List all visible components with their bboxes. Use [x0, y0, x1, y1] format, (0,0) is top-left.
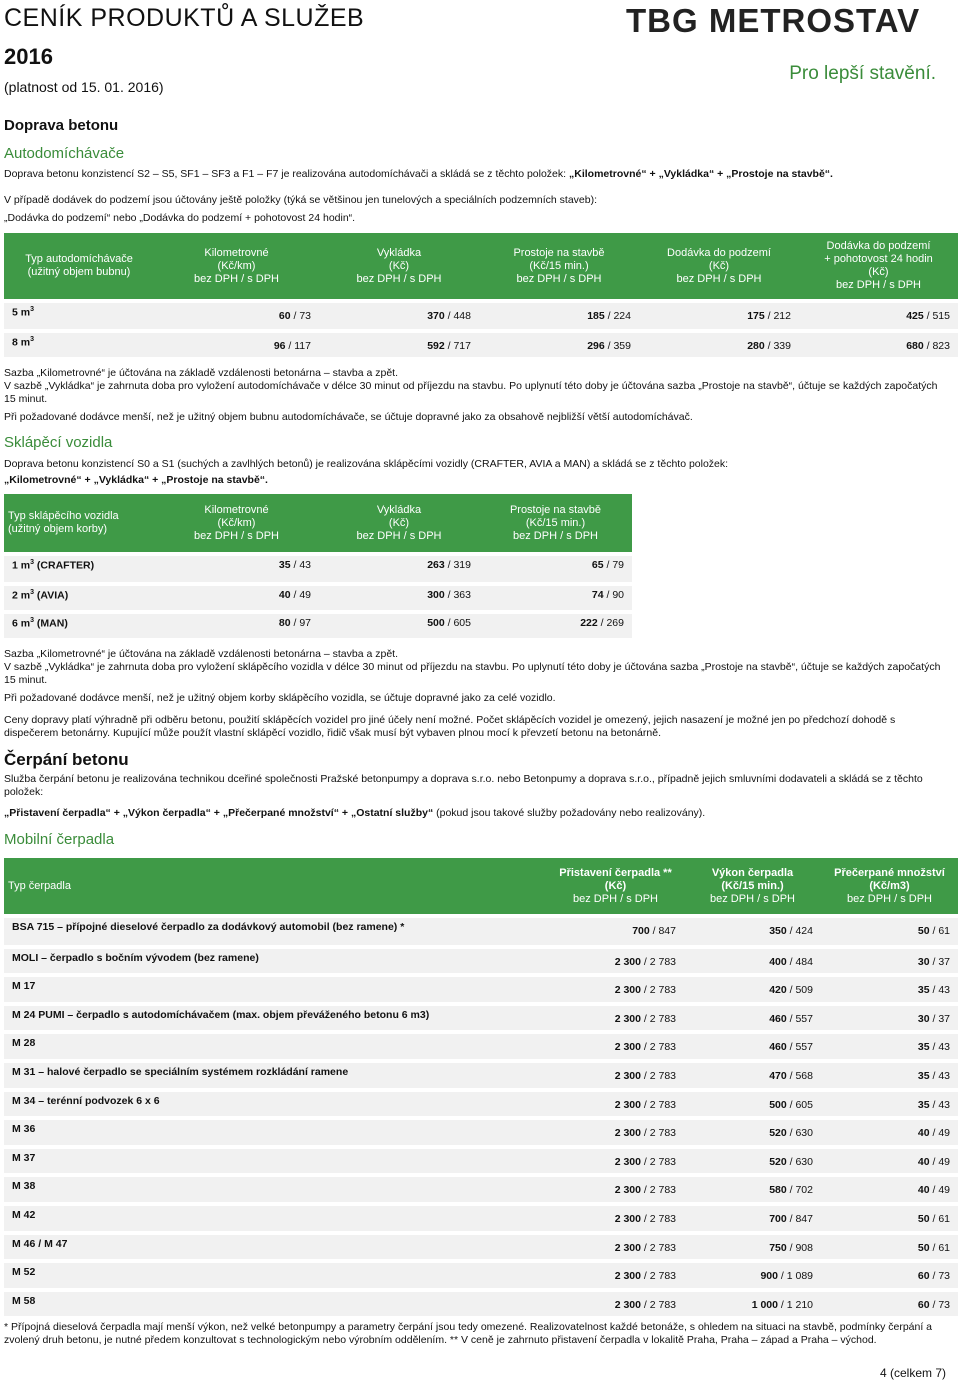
tippers-col-type: Typ sklápěcího vozidla (užitný objem korby)	[4, 494, 154, 552]
price-cell: 460 / 557	[684, 1032, 821, 1061]
table-row	[4, 947, 958, 976]
pumps-col-volume: Přečerpané množství (Kč/m3) bez DPH / s DPH	[821, 858, 958, 914]
table-row	[4, 1032, 958, 1061]
price-cell: 460 / 557	[684, 1004, 821, 1033]
price-cell: 592 / 717	[319, 331, 479, 359]
price-cell: 580 / 702	[684, 1175, 821, 1204]
price-cell: 2 300 / 2 783	[547, 1261, 684, 1290]
price-cell: 80 / 97	[154, 612, 319, 640]
price-cell: 2 300 / 2 783	[547, 1061, 684, 1090]
table-row	[4, 1061, 958, 1090]
row-label: 6 $m^3$ (MAN)	[4, 612, 154, 640]
price-cell: 2 300 / 2 783	[547, 1090, 684, 1119]
tippers-table	[4, 494, 632, 642]
price-cell: 350 / 424	[684, 918, 821, 947]
price-cell: 500 / 605	[319, 612, 479, 640]
pumps-col-type: Typ čerpadla	[4, 858, 547, 914]
tippers-note-2: V sazbě „Vykládka“ je zahrnuta doba pro vyložení sklápěcího vozidla v délce 30 minut od příjezdu na stavbu. Po uplynutí této doby je účtována sazba „Prostoje na stavbě“, účtuje se každých započatých 15 minut.	[4, 661, 941, 686]
mixers-col-underground: Dodávka do podzemí (Kč) bez DPH / s DPH	[639, 233, 799, 299]
price-cell: 1 000 / 1 210	[684, 1290, 821, 1319]
tippers-col-km: Kilometrovné (Kč/km) bez DPH / s DPH	[154, 494, 319, 552]
price-cell: 2 300 / 2 783	[547, 947, 684, 976]
table-row	[4, 584, 632, 612]
price-cell: 65 / 79	[479, 556, 632, 584]
row-label: M 52	[4, 1261, 547, 1290]
price-cell: 700 / 847	[547, 918, 684, 947]
table-row	[4, 1147, 958, 1176]
row-label: M 24 PUMI – čerpadlo s autodomíchávačem (max. objem převáženého betonu 6 m3)	[4, 1004, 547, 1033]
price-cell: 2 300 / 2 783	[547, 1147, 684, 1176]
price-cell: 40 / 49	[821, 1147, 958, 1176]
section-title-concrete-transport: Doprava betonu	[4, 117, 119, 134]
row-label: M 42	[4, 1204, 547, 1233]
tippers-note-4: Ceny dopravy platí výhradně při odběru betonu, použití sklápěcích vozidel pro jiné účely není možné. Počet sklápěcích vozidel je omezený, jejich nasazení je možné jen po předchozí dohodě s dispečerem betonárny. Kupující může použít vlastní sklápěcí vozidlo, řidič však musí být vybaven plnou mocí k převzetí betonu na betonárně.	[4, 714, 896, 739]
table-row	[4, 331, 958, 359]
subsection-title-tippers: Sklápěcí vozidla	[4, 434, 113, 451]
price-cell: 50 / 61	[821, 918, 958, 947]
price-cell: 2 300 / 2 783	[547, 1290, 684, 1319]
table-row	[4, 975, 958, 1004]
table-row	[4, 1118, 958, 1147]
price-cell: 35 / 43	[821, 975, 958, 1004]
price-cell: 700 / 847	[684, 1204, 821, 1233]
price-cell: 35 / 43	[821, 1032, 958, 1061]
section-title-pumping: Čerpání betonu	[4, 750, 129, 769]
row-label: M 38	[4, 1175, 547, 1204]
document-year: 2016	[4, 44, 53, 69]
row-label: M 37	[4, 1147, 547, 1176]
row-label: M 34 – terénní podvozek 6 x 6	[4, 1090, 547, 1119]
row-label: 2 $m^3$ (AVIA)	[4, 584, 154, 612]
price-cell: 40 / 49	[821, 1118, 958, 1147]
subsection-title-mixers: Autodomíchávače	[4, 145, 125, 162]
mixers-note-3: Při požadované dodávce menší, než je užitný objem bubnu autodomíchávače, se účtuje dopravné jako za obsahově nejbližší větší autodomíchávač.	[4, 411, 693, 423]
price-cell: 2 300 / 2 783	[547, 1233, 684, 1262]
subsection-title-mobile-pumps: Mobilní čerpadla	[4, 831, 115, 848]
mixers-col-underground-24h: Dodávka do podzemí + pohotovost 24 hodin (Kč) bez DPH / s DPH	[799, 233, 958, 299]
validity-date: (platnost od 15. 01. 2016)	[4, 79, 164, 95]
mixers-note-2: V sazbě „Vykládka“ je zahrnuta doba pro vyložení autodomíchávače v délce 30 minut od příjezdu na stavbu. Po uplynutí této doby je účtována sazba „Prostoje na stavbě“, účtuje se každých započatých 15 minut.	[4, 380, 938, 405]
price-cell: 420 / 509	[684, 975, 821, 1004]
price-cell: 50 / 61	[821, 1204, 958, 1233]
tippers-intro: Doprava betonu konzistencí S0 a S1 (suchých a zavlhlých betonů) je realizována sklápěcími vozidly (CRAFTER, AVIA a MAN) a skládá se z těchto položek:	[4, 458, 729, 470]
table-row	[4, 1090, 958, 1119]
tippers-col-idle: Prostoje na stavbě (Kč/15 min.) bez DPH / s DPH	[479, 494, 632, 552]
price-cell: 60 / 73	[821, 1261, 958, 1290]
pumps-col-setup: Přistavení čerpadla ** (Kč) bez DPH / s DPH	[547, 858, 684, 914]
mixers-col-type: Typ autodomíchávače (užitný objem bubnu)	[4, 233, 154, 299]
row-label: MOLI – čerpadlo s bočním vývodem (bez ramene)	[4, 947, 547, 976]
price-cell: 370 / 448	[319, 303, 479, 331]
table-row	[4, 303, 958, 331]
price-cell: 185 / 224	[479, 303, 639, 331]
mixers-intro-3: „Dodávka do podzemí“ nebo „Dodávka do podzemí + pohotovost 24 hodin“.	[4, 212, 356, 224]
price-cell: 40 / 49	[154, 584, 319, 612]
price-cell: 296 / 359	[479, 331, 639, 359]
price-cell: 2 300 / 2 783	[547, 1032, 684, 1061]
price-cell: 30 / 37	[821, 947, 958, 976]
page-number: 4 (celkem 7)	[879, 1366, 946, 1380]
row-label: M 46 / M 47	[4, 1233, 547, 1262]
price-cell: 2 300 / 2 783	[547, 1204, 684, 1233]
price-cell: 680 / 823	[799, 331, 958, 359]
price-cell: 2 300 / 2 783	[547, 1118, 684, 1147]
price-cell: 40 / 49	[821, 1175, 958, 1204]
row-label: BSA 715 – přípojné dieselové čerpadlo za dodávkový automobil (bez ramene) *	[4, 918, 547, 947]
row-label: M 31 – halové čerpadlo se speciálním systémem rozkládání ramene	[4, 1061, 547, 1090]
row-label: 1 $m^3$ (CRAFTER)	[4, 556, 154, 584]
table-row	[4, 1175, 958, 1204]
row-label: M 36	[4, 1118, 547, 1147]
table-row	[4, 918, 958, 947]
tippers-col-unload: Vykládka (Kč) bez DPH / s DPH	[319, 494, 479, 552]
price-cell: 74 / 90	[479, 584, 632, 612]
price-cell: 35 / 43	[821, 1061, 958, 1090]
price-cell: 900 / 1 089	[684, 1261, 821, 1290]
mixers-note-1: Sazba „Kilometrovné“ je účtována na základě vzdálenosti betonárna – stavba a zpět.	[4, 367, 398, 379]
row-label: 8 $m^3$	[4, 331, 154, 359]
mixers-col-unload: Vykládka (Kč) bez DPH / s DPH	[319, 233, 479, 299]
table-row	[4, 1004, 958, 1033]
price-cell: 50 / 61	[821, 1233, 958, 1262]
tippers-note-3: Při požadované dodávce menší, než je užitný objem korby sklápěcího vozidla, se účtuje dopravné jako za celé vozidlo.	[4, 692, 556, 704]
tippers-note-1: Sazba „Kilometrovné“ je účtována na základě vzdálenosti betonárna – stavba a zpět.	[4, 648, 398, 660]
row-label: M 28	[4, 1032, 547, 1061]
price-cell: 520 / 630	[684, 1147, 821, 1176]
price-cell: 35 / 43	[154, 556, 319, 584]
mixers-intro: Doprava betonu konzistencí S2 – S5, SF1 – SF3 a F1 – F7 je realizována autodomíchávači a skládá se z těchto položek: „Kilometrovné“ + „Vykládka“ + „Prostoje na stavbě“.	[4, 168, 833, 180]
price-cell: 222 / 269	[479, 612, 632, 640]
price-cell: 2 300 / 2 783	[547, 975, 684, 1004]
pumping-intro: Služba čerpání betonu je realizována technikou dceřiné společnosti Pražské betonpumpy a doprava s.r.o. nebo Betonpumy a doprava s.r.o., případně jejich smluvními dodavateli a skládá se z těchto položek:	[4, 773, 923, 798]
tippers-intro-2: „Kilometrovné“ + „Vykládka“ + „Prostoje na stavbě“.	[4, 474, 268, 486]
pumps-col-performance: Výkon čerpadla (Kč/15 min.) bez DPH / s DPH	[684, 858, 821, 914]
price-cell: 470 / 568	[684, 1061, 821, 1090]
row-label: M 58	[4, 1290, 547, 1319]
price-cell: 280 / 339	[639, 331, 799, 359]
price-cell: 750 / 908	[684, 1233, 821, 1262]
svg-text:TBG METROSTAV: TBG METROSTAV	[626, 3, 921, 37]
mixers-intro-2: V případě dodávek do podzemí jsou účtovány ještě položky (týká se většinou jen tunelových a speciálních podzemních staveb):	[4, 194, 598, 206]
price-cell: 500 / 605	[684, 1090, 821, 1119]
price-cell: 400 / 484	[684, 947, 821, 976]
row-label: 5 $m^3$	[4, 303, 154, 331]
pumps-table	[4, 858, 958, 1320]
price-cell: 263 / 319	[319, 556, 479, 584]
price-cell: 60 / 73	[821, 1290, 958, 1319]
price-cell: 425 / 515	[799, 303, 958, 331]
mixers-table	[4, 233, 958, 361]
table-row	[4, 612, 632, 640]
price-cell: 96 / 117	[154, 331, 319, 359]
table-row	[4, 1290, 958, 1319]
price-cell: 175 / 212	[639, 303, 799, 331]
price-cell: 2 300 / 2 783	[547, 1004, 684, 1033]
table-row	[4, 556, 632, 584]
slogan: Pro lepší stavění.	[789, 63, 936, 84]
pumping-intro-2: „Přistavení čerpadla“ + „Výkon čerpadla“ + „Přečerpané množství“ + „Ostatní služby“ (pokud jsou takové služby požadovány nebo realizovány).	[4, 807, 706, 819]
document-title: CENÍK PRODUKTŮ A SLUŽEB	[4, 4, 365, 32]
row-label: M 17	[4, 975, 547, 1004]
mixers-col-km: Kilometrovné (Kč/km) bez DPH / s DPH	[154, 233, 319, 299]
tbg-metrostav-logo	[626, 3, 944, 37]
table-row	[4, 1261, 958, 1290]
price-cell: 2 300 / 2 783	[547, 1175, 684, 1204]
price-cell: 35 / 43	[821, 1090, 958, 1119]
table-row	[4, 1233, 958, 1262]
price-cell: 30 / 37	[821, 1004, 958, 1033]
price-cell: 60 / 73	[154, 303, 319, 331]
price-cell: 300 / 363	[319, 584, 479, 612]
price-cell: 520 / 630	[684, 1118, 821, 1147]
pumps-footnote: * Přípojná dieselová čerpadla mají menší výkon, než velké betonpumpy a parametry čerpání jsou tedy omezené. Realizovatelnost každé betonáže, s ohledem na situaci na stavbě, podmínky čerpání a zvolený druh betonu, je nutné předem konzultovat s technologickým nebo výrobním oddělením. ** V ceně je zahrnuto přistavení čerpadla v lokalitě Praha, Praha – západ a Praha – východ.	[4, 1321, 933, 1346]
table-row	[4, 1204, 958, 1233]
mixers-col-idle: Prostoje na stavbě (Kč/15 min.) bez DPH / s DPH	[479, 233, 639, 299]
